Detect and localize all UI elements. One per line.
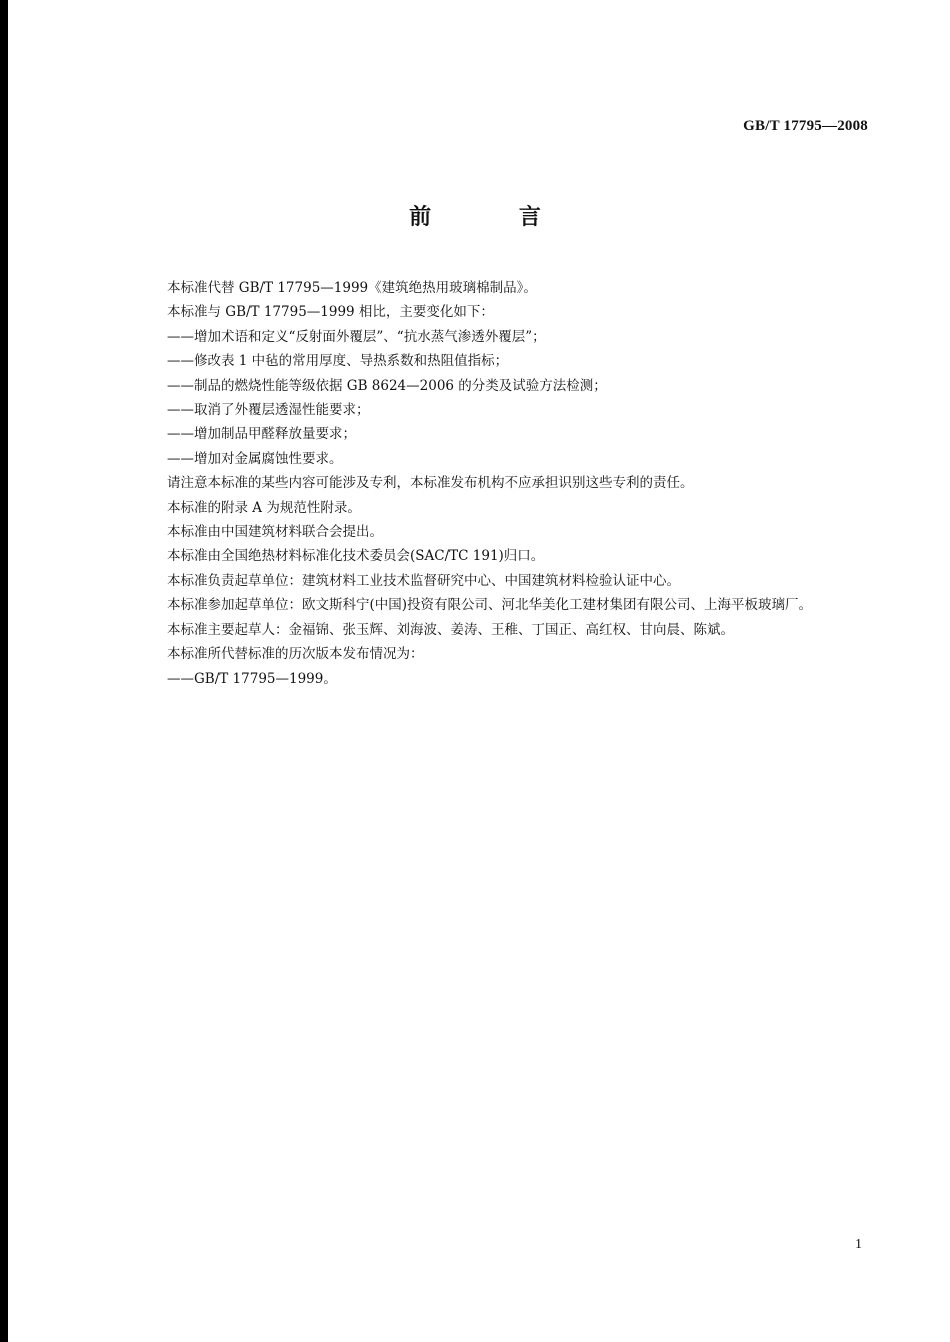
list-item: ——修改表 1 中毡的常用厚度、导热系数和热阻值指标； <box>167 353 509 370</box>
standard-code-header: GB/T 17795—2008 <box>743 118 868 134</box>
list-item: ——GB/T 17795—1999。 <box>167 670 337 687</box>
paragraph-main-drafters: 本标准主要起草人：金福锦、张玉辉、刘海波、姜涛、王稚、丁国正、高红权、甘向晨、陈斌。 <box>167 621 734 638</box>
paragraph-lead-drafters: 本标准负责起草单位：建筑材料工业技术监督研究中心、中国建筑材料检验认证中心。 <box>167 572 680 589</box>
paragraph-proposed-by: 本标准由中国建筑材料联合会提出。 <box>167 524 383 541</box>
page-title: 前 言 <box>409 205 581 230</box>
paragraph-patent-notice: 请注意本标准的某些内容可能涉及专利，本标准发布机构不应承担识别这些专利的责任。 <box>167 475 694 492</box>
paragraph-participating-drafters: 本标准参加起草单位：欧文斯科宁(中国)投资有限公司、河北华美化工建材集团有限公司、上海平板玻璃厂。 <box>167 597 813 614</box>
paragraph-annex: 本标准的附录 A 为规范性附录。 <box>167 499 361 516</box>
paragraph-committee: 本标准由全国绝热材料标准化技术委员会(SAC/TC 191)归口。 <box>167 548 545 565</box>
foreword-body <box>135 276 870 691</box>
page-number: 1 <box>855 1237 862 1252</box>
list-item: ——增加制品甲醛释放量要求； <box>167 426 356 443</box>
list-item: ——取消了外覆层透湿性能要求； <box>167 402 370 419</box>
paragraph-replaces: 本标准代替 GB/T 17795—1999《建筑绝热用玻璃棉制品》。 <box>167 280 537 296</box>
paragraph-changes-intro: 本标准与 GB/T 17795—1999 相比，主要变化如下： <box>167 304 494 321</box>
list-item: ——增加术语和定义“反射面外覆层”、“抗水蒸气渗透外覆层”； <box>167 328 546 345</box>
list-item: ——增加对金属腐蚀性要求。 <box>167 450 343 467</box>
list-item: ——制品的燃烧性能等级依据 GB 8624—2006 的分类及试验方法检测； <box>167 377 607 394</box>
paragraph-previous-editions: 本标准所代替标准的历次版本发布情况为： <box>167 646 424 663</box>
